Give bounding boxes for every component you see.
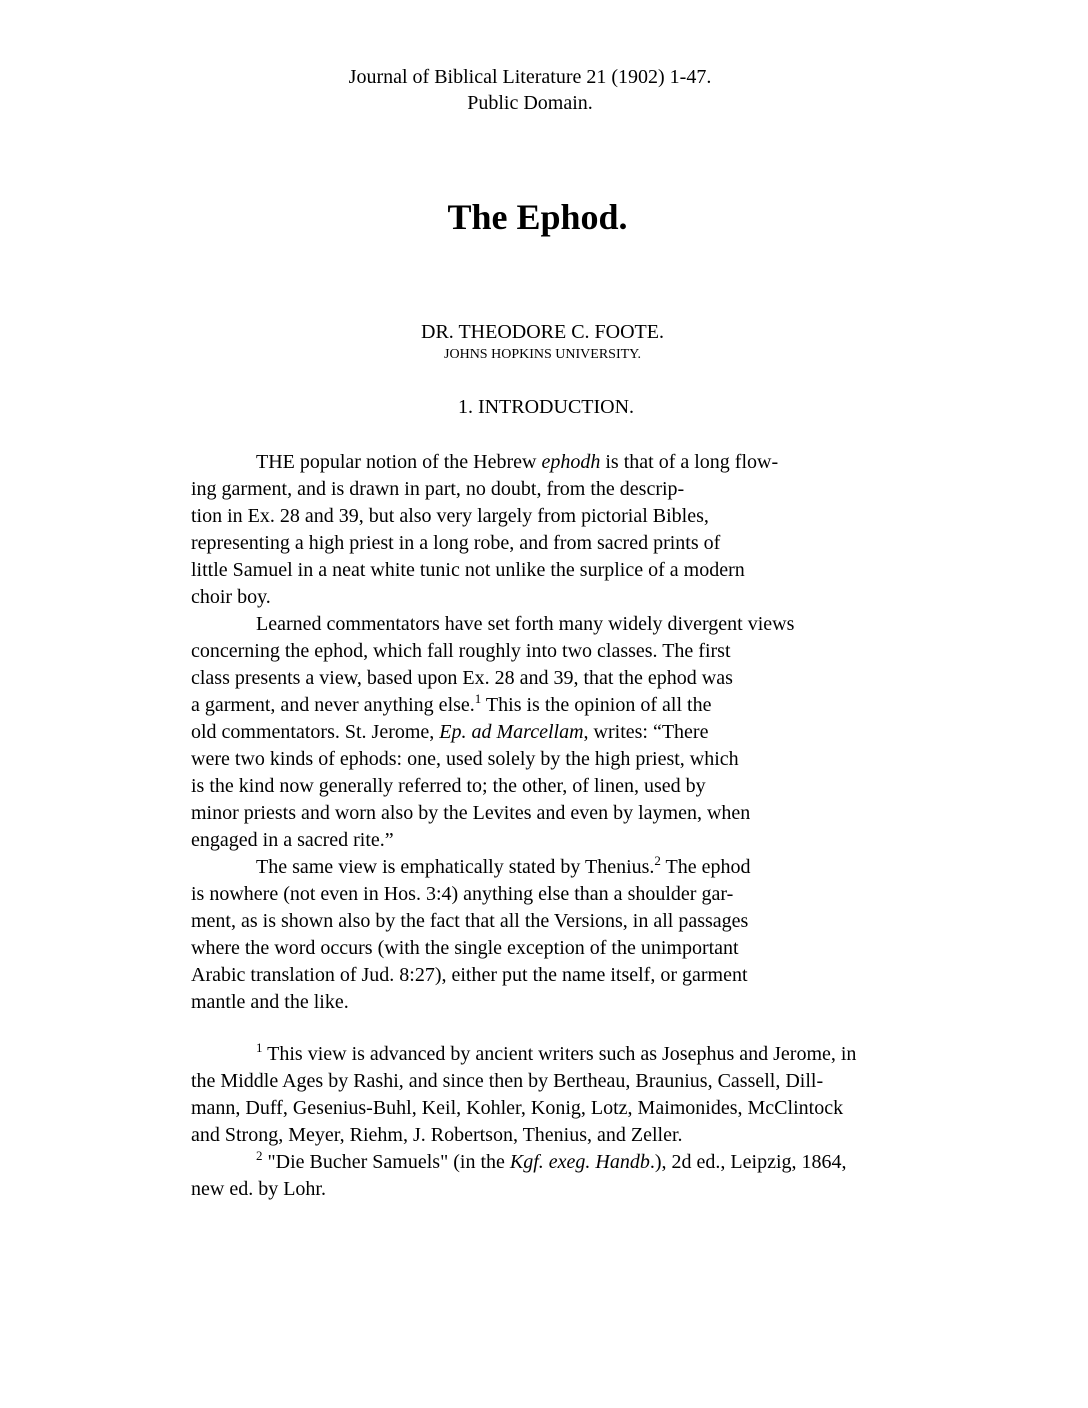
- text-span: .), 2d ed., Leipzig, 1864,: [649, 1151, 847, 1173]
- text-span: This view is advanced by ancient writers such as Josephus and Jerome, in: [262, 1043, 857, 1065]
- text-line: engaged in a sacred rite.”: [191, 829, 394, 851]
- text-span: , writes: “There: [583, 721, 709, 743]
- text-line: minor priests and worn also by the Levites and even by laymen, when: [191, 802, 751, 824]
- text-line: Learned commentators have set forth many widely divergent views: [256, 613, 795, 635]
- text-span: The ephod: [660, 856, 751, 878]
- author-affiliation: JOHNS HOPKINS UNIVERSITY.: [444, 347, 641, 362]
- journal-citation: Journal of Biblical Literature 21 (1902) 1-47.: [348, 66, 712, 88]
- text-line: were two kinds of ephods: one, used solely by the high priest, which: [191, 748, 739, 770]
- license-note: Public Domain.: [467, 92, 593, 114]
- author-name: DR. THEODORE C. FOOTE.: [421, 321, 664, 343]
- text-line: where the word occurs (with the single exception of the unimportant: [191, 937, 739, 959]
- text-span: is that of a long flow-: [600, 451, 779, 473]
- text-line: [191, 692, 711, 720]
- text-line: representing a high priest in a long robe, and from sacred prints of: [191, 532, 721, 554]
- text-span: a garment, and never anything else.: [191, 694, 475, 716]
- text-span: THE popular notion of the Hebrew: [256, 451, 542, 473]
- text-line: choir boy.: [191, 586, 271, 608]
- footnote-line: mann, Duff, Gesenius-Buhl, Keil, Kohler, Konig, Lotz, Maimonides, McClintock: [191, 1097, 844, 1119]
- footnote-ref: 1: [474, 691, 482, 706]
- footnote-line: new ed. by Lohr.: [191, 1178, 326, 1200]
- text-line: tion in Ex. 28 and 39, but also very largely from pictorial Bibles,: [191, 505, 709, 527]
- text-line: [191, 719, 708, 746]
- text-line: ing garment, and is drawn in part, no doubt, from the descrip-: [191, 478, 685, 500]
- text-line: [256, 449, 778, 476]
- text-line: concerning the ephod, which fall roughly into two classes. The first: [191, 640, 731, 662]
- footnote-line: [256, 1041, 856, 1069]
- text-line: class presents a view, based upon Ex. 28 and 39, that the ephod was: [191, 667, 733, 689]
- text-span: old commentators. St. Jerome,: [191, 721, 440, 743]
- text-span: The same view is emphatically stated by Thenius.: [256, 856, 655, 878]
- text-line: mantle and the like.: [191, 991, 349, 1013]
- text-line: little Samuel in a neat white tunic not unlike the surplice of a modern: [191, 559, 745, 581]
- text-line: Arabic translation of Jud. 8:27), either put the name itself, or garment: [191, 964, 748, 986]
- italic-term: Kgf. exeg. Handb: [509, 1151, 650, 1173]
- text-span: This is the opinion of all the: [481, 694, 712, 716]
- article-title: The Ephod.: [447, 197, 628, 237]
- text-span: "Die Bucher Samuels" (in the: [262, 1151, 510, 1173]
- italic-term: ephodh: [541, 451, 601, 473]
- text-line: is nowhere (not even in Hos. 3:4) anything else than a shoulder gar-: [191, 883, 734, 905]
- footnote-mark: 1: [256, 1040, 263, 1055]
- text-line: [256, 854, 751, 882]
- text-line: is the kind now generally referred to; the other, of linen, used by: [191, 775, 706, 797]
- footnote-line: [256, 1149, 847, 1177]
- footnote-mark: 2: [256, 1148, 263, 1163]
- italic-term: Ep. ad Marcellam: [439, 721, 584, 743]
- footnote-line: the Middle Ages by Rashi, and since then by Bertheau, Braunius, Cassell, Dill-: [191, 1070, 824, 1092]
- footnote-ref: 2: [654, 853, 661, 868]
- text-line: ment, as is shown also by the fact that all the Versions, in all passages: [191, 910, 749, 932]
- section-heading: 1. INTRODUCTION.: [457, 396, 635, 418]
- footnote-line: and Strong, Meyer, Riehm, J. Robertson, Thenius, and Zeller.: [191, 1124, 683, 1146]
